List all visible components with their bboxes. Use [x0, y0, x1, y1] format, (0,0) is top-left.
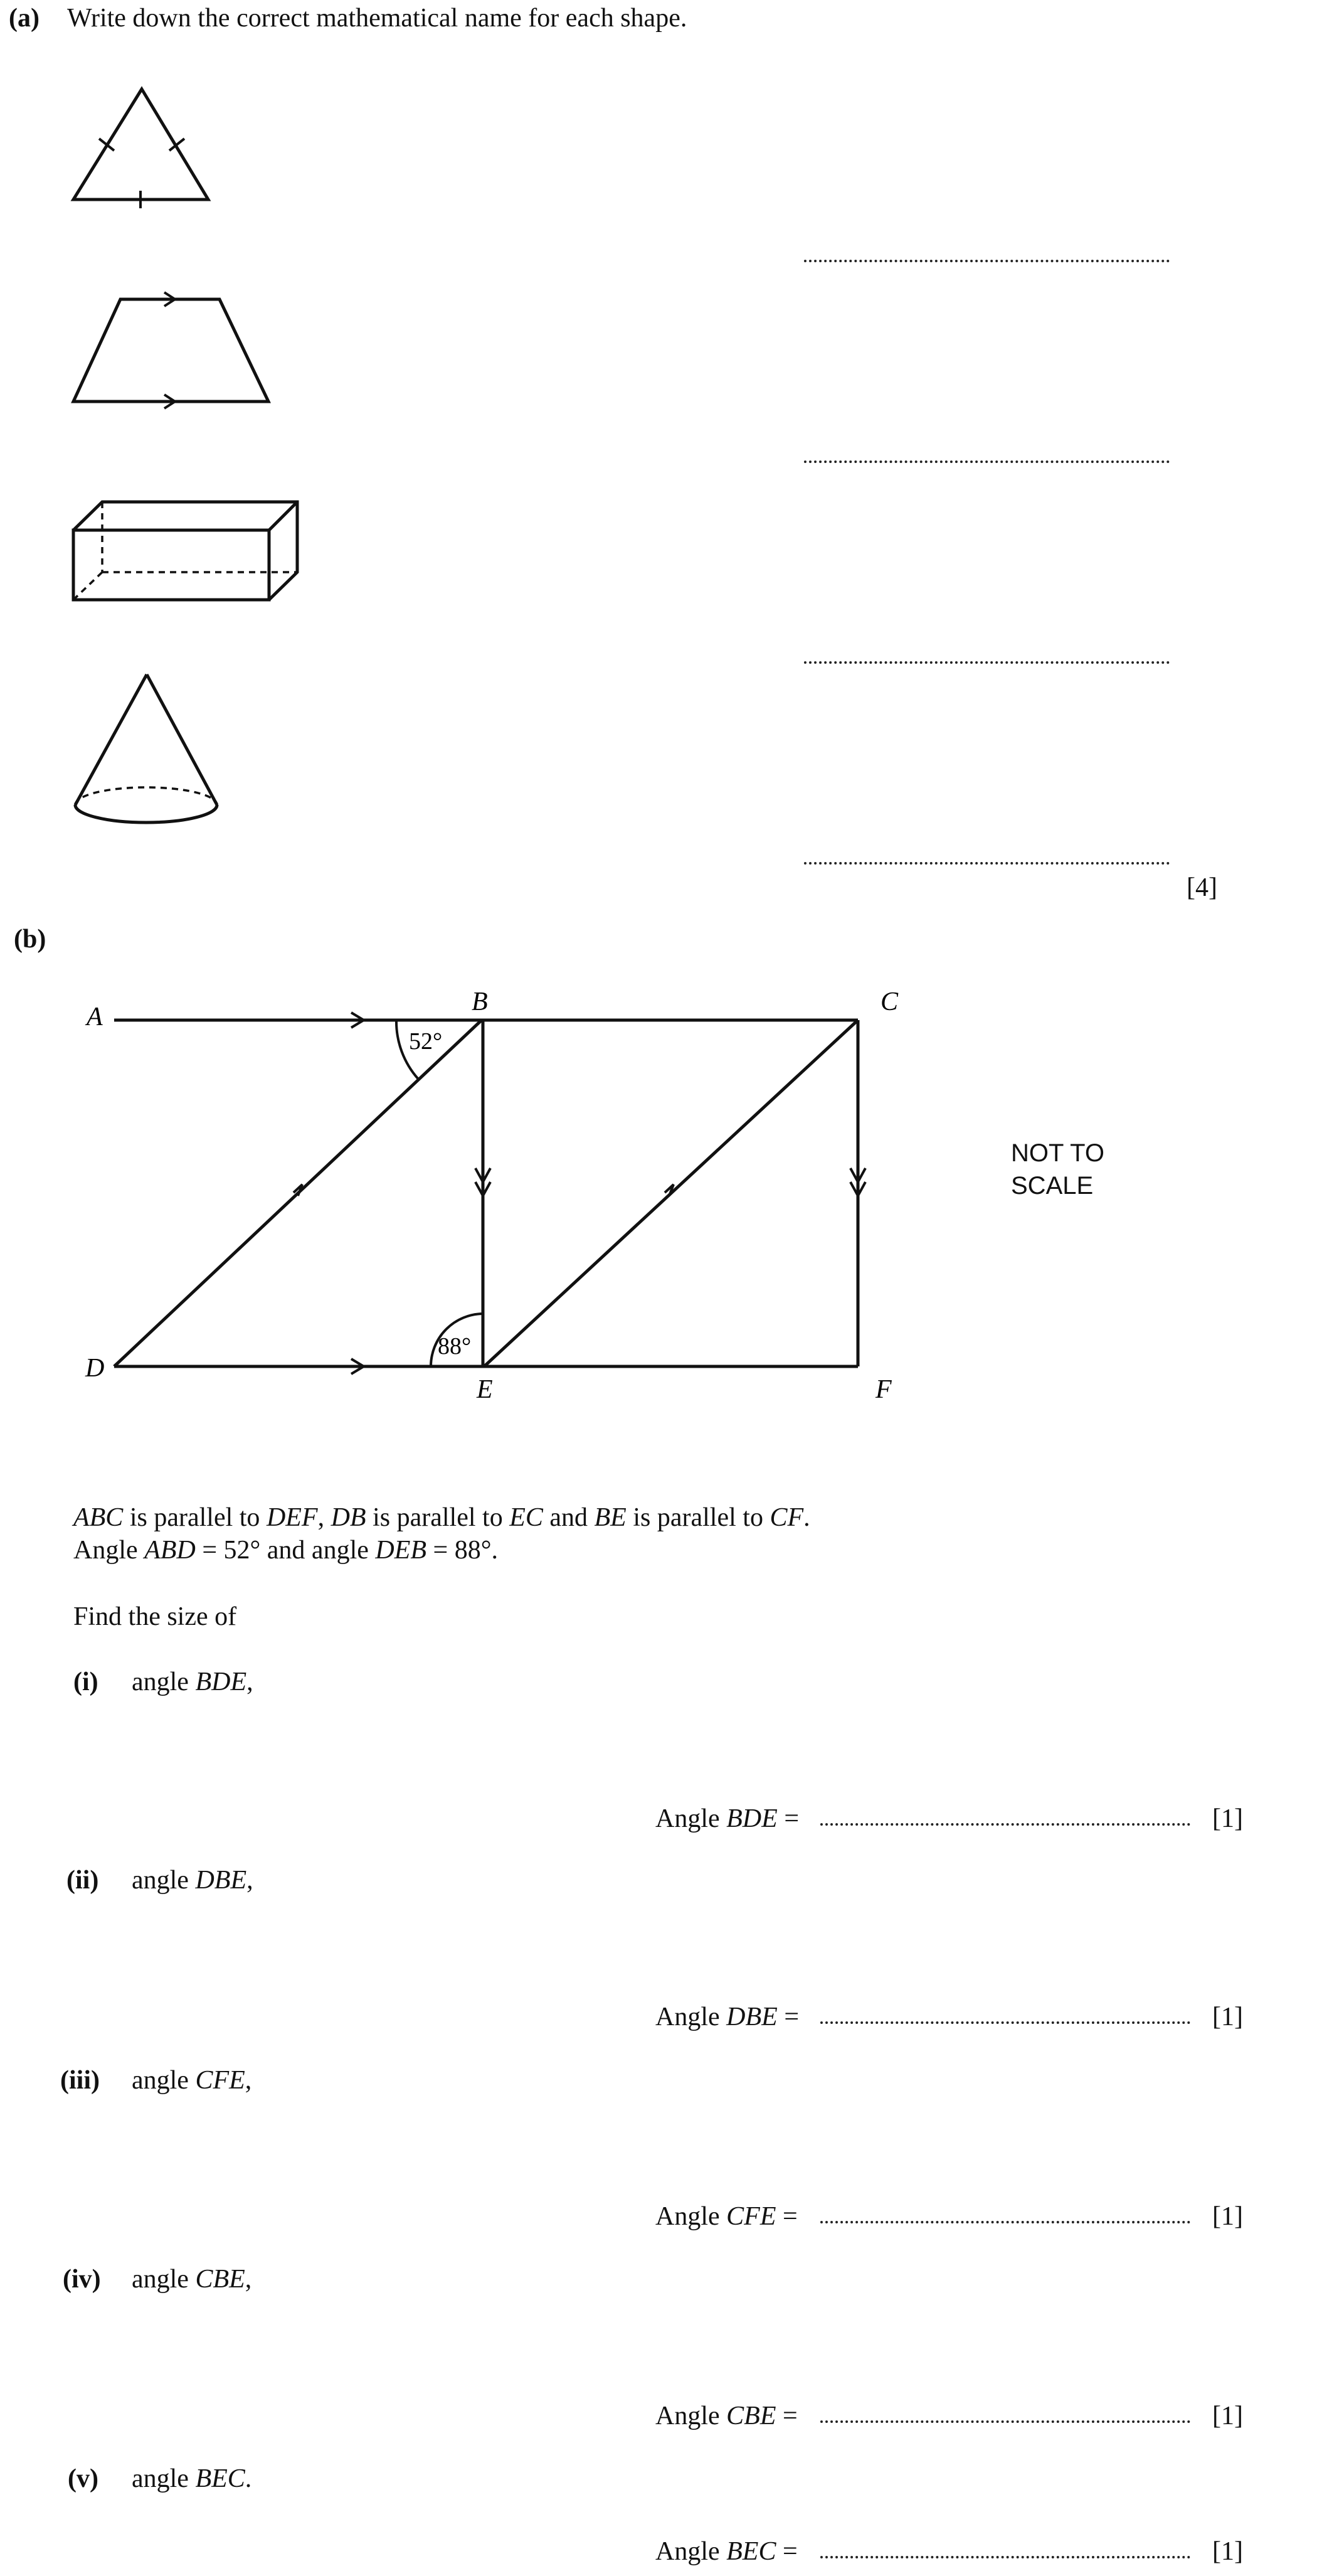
find-instruction: Find the size of: [73, 1602, 237, 1631]
point-c-label: C: [881, 987, 899, 1016]
answer-suffix: =: [776, 2202, 798, 2231]
answer-prefix: Angle: [655, 2202, 727, 2231]
question-text: [132, 2466, 251, 2492]
statement-line-2: [73, 1537, 498, 1563]
answer-line-cfe[interactable]: [820, 2221, 1190, 2223]
answer-line-cbe[interactable]: [820, 2420, 1190, 2423]
statement-seg: Angle: [73, 1536, 145, 1565]
point-e-label: E: [477, 1375, 493, 1404]
question-number: (i): [73, 1668, 98, 1696]
statement-seg: ,: [317, 1503, 331, 1532]
statement-seg: and: [542, 1503, 595, 1532]
point-f-label: F: [875, 1375, 892, 1404]
question-number: (iii): [60, 2066, 100, 2095]
statement-seg: = 88°.: [426, 1536, 499, 1565]
question-number: (v): [68, 2464, 98, 2493]
answer-prefix: Angle: [655, 2402, 727, 2430]
question-marks: [1]: [1212, 1804, 1243, 1833]
statement-seg: ABC: [73, 1503, 124, 1532]
question-suffix: ,: [245, 2265, 252, 2294]
answer-prefix: Angle: [655, 2003, 727, 2031]
statement-seg: .: [803, 1503, 810, 1532]
answer-label: [655, 2403, 798, 2429]
question-marks: [1]: [1212, 2003, 1243, 2031]
answer-line-dbe[interactable]: [820, 2021, 1190, 2024]
part-a-marks: [4]: [1187, 873, 1217, 902]
question-text: [132, 1867, 253, 1893]
part-b-label: (b): [14, 925, 46, 954]
answer-suffix: =: [777, 2003, 799, 2031]
statement-seg: = 52° and angle: [195, 1536, 376, 1565]
statement-seg: EC: [509, 1503, 543, 1532]
answer-prefix: Angle: [655, 2537, 727, 2566]
statement-seg: DEF: [266, 1503, 318, 1532]
question-angle: CBE: [195, 2265, 245, 2294]
statement-seg: is parallel to: [626, 1503, 770, 1532]
statement-seg: BE: [594, 1503, 627, 1532]
answer-angle: DBE: [726, 2003, 778, 2031]
not-to-scale-note: [1011, 1137, 1104, 1202]
point-d-label: D: [85, 1354, 105, 1383]
answer-suffix: =: [776, 2402, 798, 2430]
angle-abd-label: 52°: [409, 1028, 443, 1055]
answer-label: [655, 2203, 798, 2230]
question-text: [132, 2266, 251, 2292]
answer-angle: CBE: [726, 2402, 776, 2430]
question-marks: [1]: [1212, 2202, 1243, 2231]
not-to-scale-line-1: NOT TO: [1011, 1139, 1104, 1167]
question-suffix: ,: [245, 2066, 252, 2095]
answer-line-bec[interactable]: [820, 2556, 1190, 2558]
point-a-label: A: [87, 1003, 103, 1031]
question-suffix: ,: [246, 1866, 253, 1895]
question-text: [132, 1669, 253, 1695]
question-text: [132, 2067, 251, 2094]
answer-label: [655, 1806, 799, 1832]
answer-prefix: Angle: [655, 1804, 727, 1833]
answer-line-bde[interactable]: [820, 1823, 1190, 1826]
answer-angle: BEC: [726, 2537, 776, 2566]
question-prefix: angle: [132, 2066, 196, 2095]
question-prefix: angle: [132, 2265, 196, 2294]
question-angle: BDE: [195, 1668, 247, 1696]
statement-line-1: [73, 1504, 810, 1531]
part-a-label: (a): [9, 4, 40, 33]
question-prefix: angle: [132, 1668, 196, 1696]
part-a-instruction: Write down the correct mathematical name for each shape.: [67, 4, 687, 33]
question-angle: BEC: [195, 2464, 245, 2493]
question-angle: DBE: [195, 1866, 247, 1895]
question-suffix: ,: [246, 1668, 253, 1696]
answer-angle: BDE: [726, 1804, 778, 1833]
question-number: (ii): [66, 1866, 99, 1895]
statement-seg: CF: [770, 1503, 804, 1532]
question-marks: [1]: [1212, 2537, 1243, 2566]
answer-suffix: =: [777, 1804, 799, 1833]
not-to-scale-line-2: SCALE: [1011, 1172, 1094, 1200]
question-prefix: angle: [132, 2464, 196, 2493]
question-angle: CFE: [195, 2066, 245, 2095]
angle-deb-label: 88°: [438, 1333, 472, 1360]
question-suffix: .: [245, 2464, 252, 2493]
statement-seg: DB: [331, 1503, 366, 1532]
point-b-label: B: [472, 987, 488, 1016]
statement-seg: is parallel to: [123, 1503, 267, 1532]
answer-angle: CFE: [726, 2202, 776, 2231]
statement-seg: ABD: [144, 1536, 196, 1565]
answer-suffix: =: [776, 2537, 798, 2566]
answer-label: [655, 2004, 799, 2030]
question-number: (iv): [63, 2265, 101, 2294]
answer-label: [655, 2538, 798, 2565]
question-prefix: angle: [132, 1866, 196, 1895]
statement-seg: is parallel to: [366, 1503, 510, 1532]
question-marks: [1]: [1212, 2402, 1243, 2430]
statement-seg: DEB: [375, 1536, 427, 1565]
